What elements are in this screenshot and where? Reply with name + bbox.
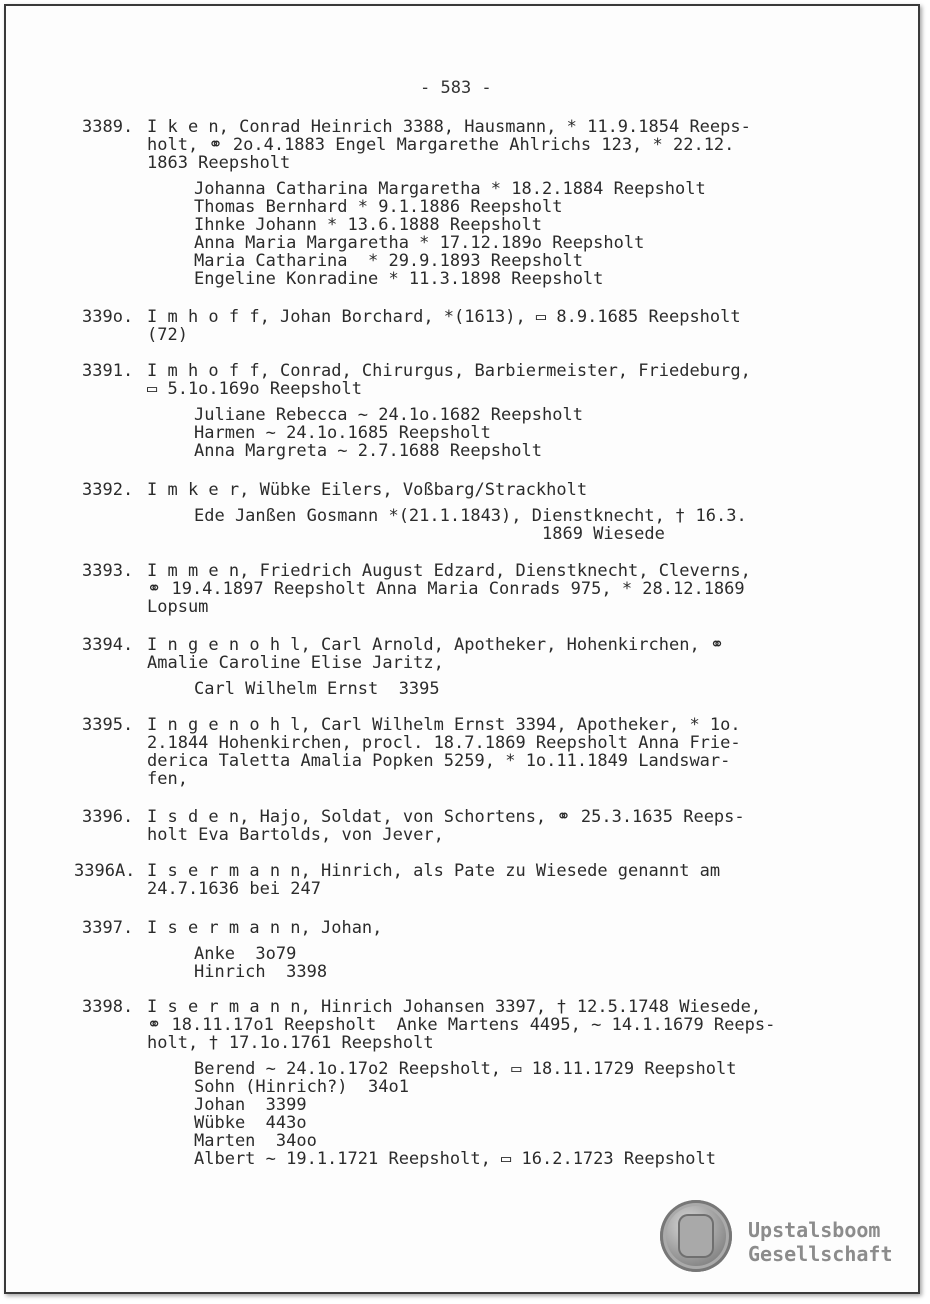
child-entry: Juliane Rebecca ~ 24.1o.1682 Reepsholt — [194, 405, 583, 425]
child-entry: Thomas Bernhard * 9.1.1886 Reepsholt — [194, 197, 563, 217]
child-entry: Ede Janßen Gosmann *(21.1.1843), Dienstknecht, † 16.3. — [194, 506, 747, 526]
entry-number: 3397. — [82, 918, 134, 938]
brand-line-2: Gesellschaft — [748, 1242, 893, 1266]
child-entry: Johanna Catharina Margaretha * 18.2.1884 Reepsholt — [194, 179, 706, 199]
child-entry: Anna Maria Margaretha * 17.12.189o Reepsholt — [194, 233, 645, 253]
child-entry: Johan 3399 — [194, 1095, 307, 1115]
entry-line: I n g e n o h l, Carl Wilhelm Ernst 3394, Apotheker, * 1o. — [147, 715, 741, 735]
entry-number: 3394. — [82, 635, 134, 655]
entry-line: derica Taletta Amalia Popken 5259, * 1o.11.1849 Landswar- — [147, 751, 731, 771]
brand-line-1: Upstalsboom — [748, 1218, 881, 1242]
entry-number: 3396A. — [74, 861, 136, 881]
child-entry: 1869 Wiesede — [194, 524, 665, 544]
child-entry: Hinrich 3398 — [194, 962, 328, 982]
entry-line: 1863 Reepsholt — [147, 153, 291, 173]
child-entry: Sohn (Hinrich?) 34o1 — [194, 1077, 409, 1097]
entry-line: 24.7.1636 bei 247 — [147, 879, 321, 899]
page-number: - 583 - — [420, 78, 492, 98]
entry-line: Amalie Caroline Elise Jaritz, — [147, 653, 444, 673]
entry-number: 3392. — [82, 480, 134, 500]
entry-line: I m k e r, Wübke Eilers, Voßbarg/Strackholt — [147, 480, 588, 500]
entry-line: I s e r m a n n, Johan, — [147, 918, 383, 938]
entry-line: holt, † 17.1o.1761 Reepsholt — [147, 1033, 434, 1053]
child-entry: Ihnke Johann * 13.6.1888 Reepsholt — [194, 215, 542, 235]
child-entry: Carl Wilhelm Ernst 3395 — [194, 679, 440, 699]
entry-line: holt, ⚭ 2o.4.1883 Engel Margarethe Ahlrichs 123, * 22.12. — [147, 135, 735, 155]
child-entry: Maria Catharina * 29.9.1893 Reepsholt — [194, 251, 583, 271]
entry-line: I s d e n, Hajo, Soldat, von Schortens, ⚭ 25.3.1635 Reeps- — [147, 807, 745, 827]
child-entry: Marten 34oo — [194, 1131, 317, 1151]
entry-number: 3389. — [82, 117, 134, 137]
entry-line: I m h o f f, Johan Borchard, *(1613), ▭ 8.9.1685 Reepsholt — [147, 307, 741, 327]
child-entry: Harmen ~ 24.1o.1685 Reepsholt — [194, 423, 491, 443]
entry-line: fen, — [147, 769, 188, 789]
entry-line: I m h o f f, Conrad, Chirurgus, Barbiermeister, Friedeburg, — [147, 361, 751, 381]
entry-number: 339o. — [82, 307, 134, 327]
entry-number: 3396. — [82, 807, 134, 827]
brand-name — [748, 1218, 893, 1266]
entry-line: ▭ 5.1o.169o Reepsholt — [147, 379, 362, 399]
entry-number: 3393. — [82, 561, 134, 581]
entry-line: I k e n, Conrad Heinrich 3388, Hausmann, * 11.9.1854 Reeps- — [147, 117, 751, 137]
child-entry: Anke 3o79 — [194, 944, 297, 964]
entry-line: I n g e n o h l, Carl Arnold, Apotheker, Hohenkirchen, ⚭ — [147, 635, 725, 655]
entry-number: 3395. — [82, 715, 134, 735]
child-entry: Wübke 443o — [194, 1113, 307, 1133]
entry-number: 3398. — [82, 997, 134, 1017]
entry-line: I m m e n, Friedrich August Edzard, Dienstknecht, Cleverns, — [147, 561, 751, 581]
entry-line: (72) — [147, 325, 188, 345]
entry-line: Lopsum — [147, 597, 209, 617]
child-entry: Albert ~ 19.1.1721 Reepsholt, ▭ 16.2.1723 Reepsholt — [194, 1149, 716, 1169]
child-entry: Anna Margreta ~ 2.7.1688 Reepsholt — [194, 441, 542, 461]
entry-number: 3391. — [82, 361, 134, 381]
child-entry: Engeline Konradine * 11.3.1898 Reepsholt — [194, 269, 604, 289]
society-seal-icon — [660, 1200, 732, 1272]
entry-line: ⚭ 19.4.1897 Reepsholt Anna Maria Conrads 975, * 28.12.1869 — [147, 579, 745, 599]
child-entry: Berend ~ 24.1o.17o2 Reepsholt, ▭ 18.11.1729 Reepsholt — [194, 1059, 737, 1079]
entry-line: I s e r m a n n, Hinrich Johansen 3397, † 12.5.1748 Wiesede, — [147, 997, 762, 1017]
entry-line: I s e r m a n n, Hinrich, als Pate zu Wiesede genannt am — [147, 861, 721, 881]
entry-line: ⚭ 18.11.17o1 Reepsholt Anke Martens 4495, ~ 14.1.1679 Reeps- — [147, 1015, 776, 1035]
entry-line: 2.1844 Hohenkirchen, procl. 18.7.1869 Reepsholt Anna Frie- — [147, 733, 741, 753]
entry-line: holt Eva Bartolds, von Jever, — [147, 825, 444, 845]
